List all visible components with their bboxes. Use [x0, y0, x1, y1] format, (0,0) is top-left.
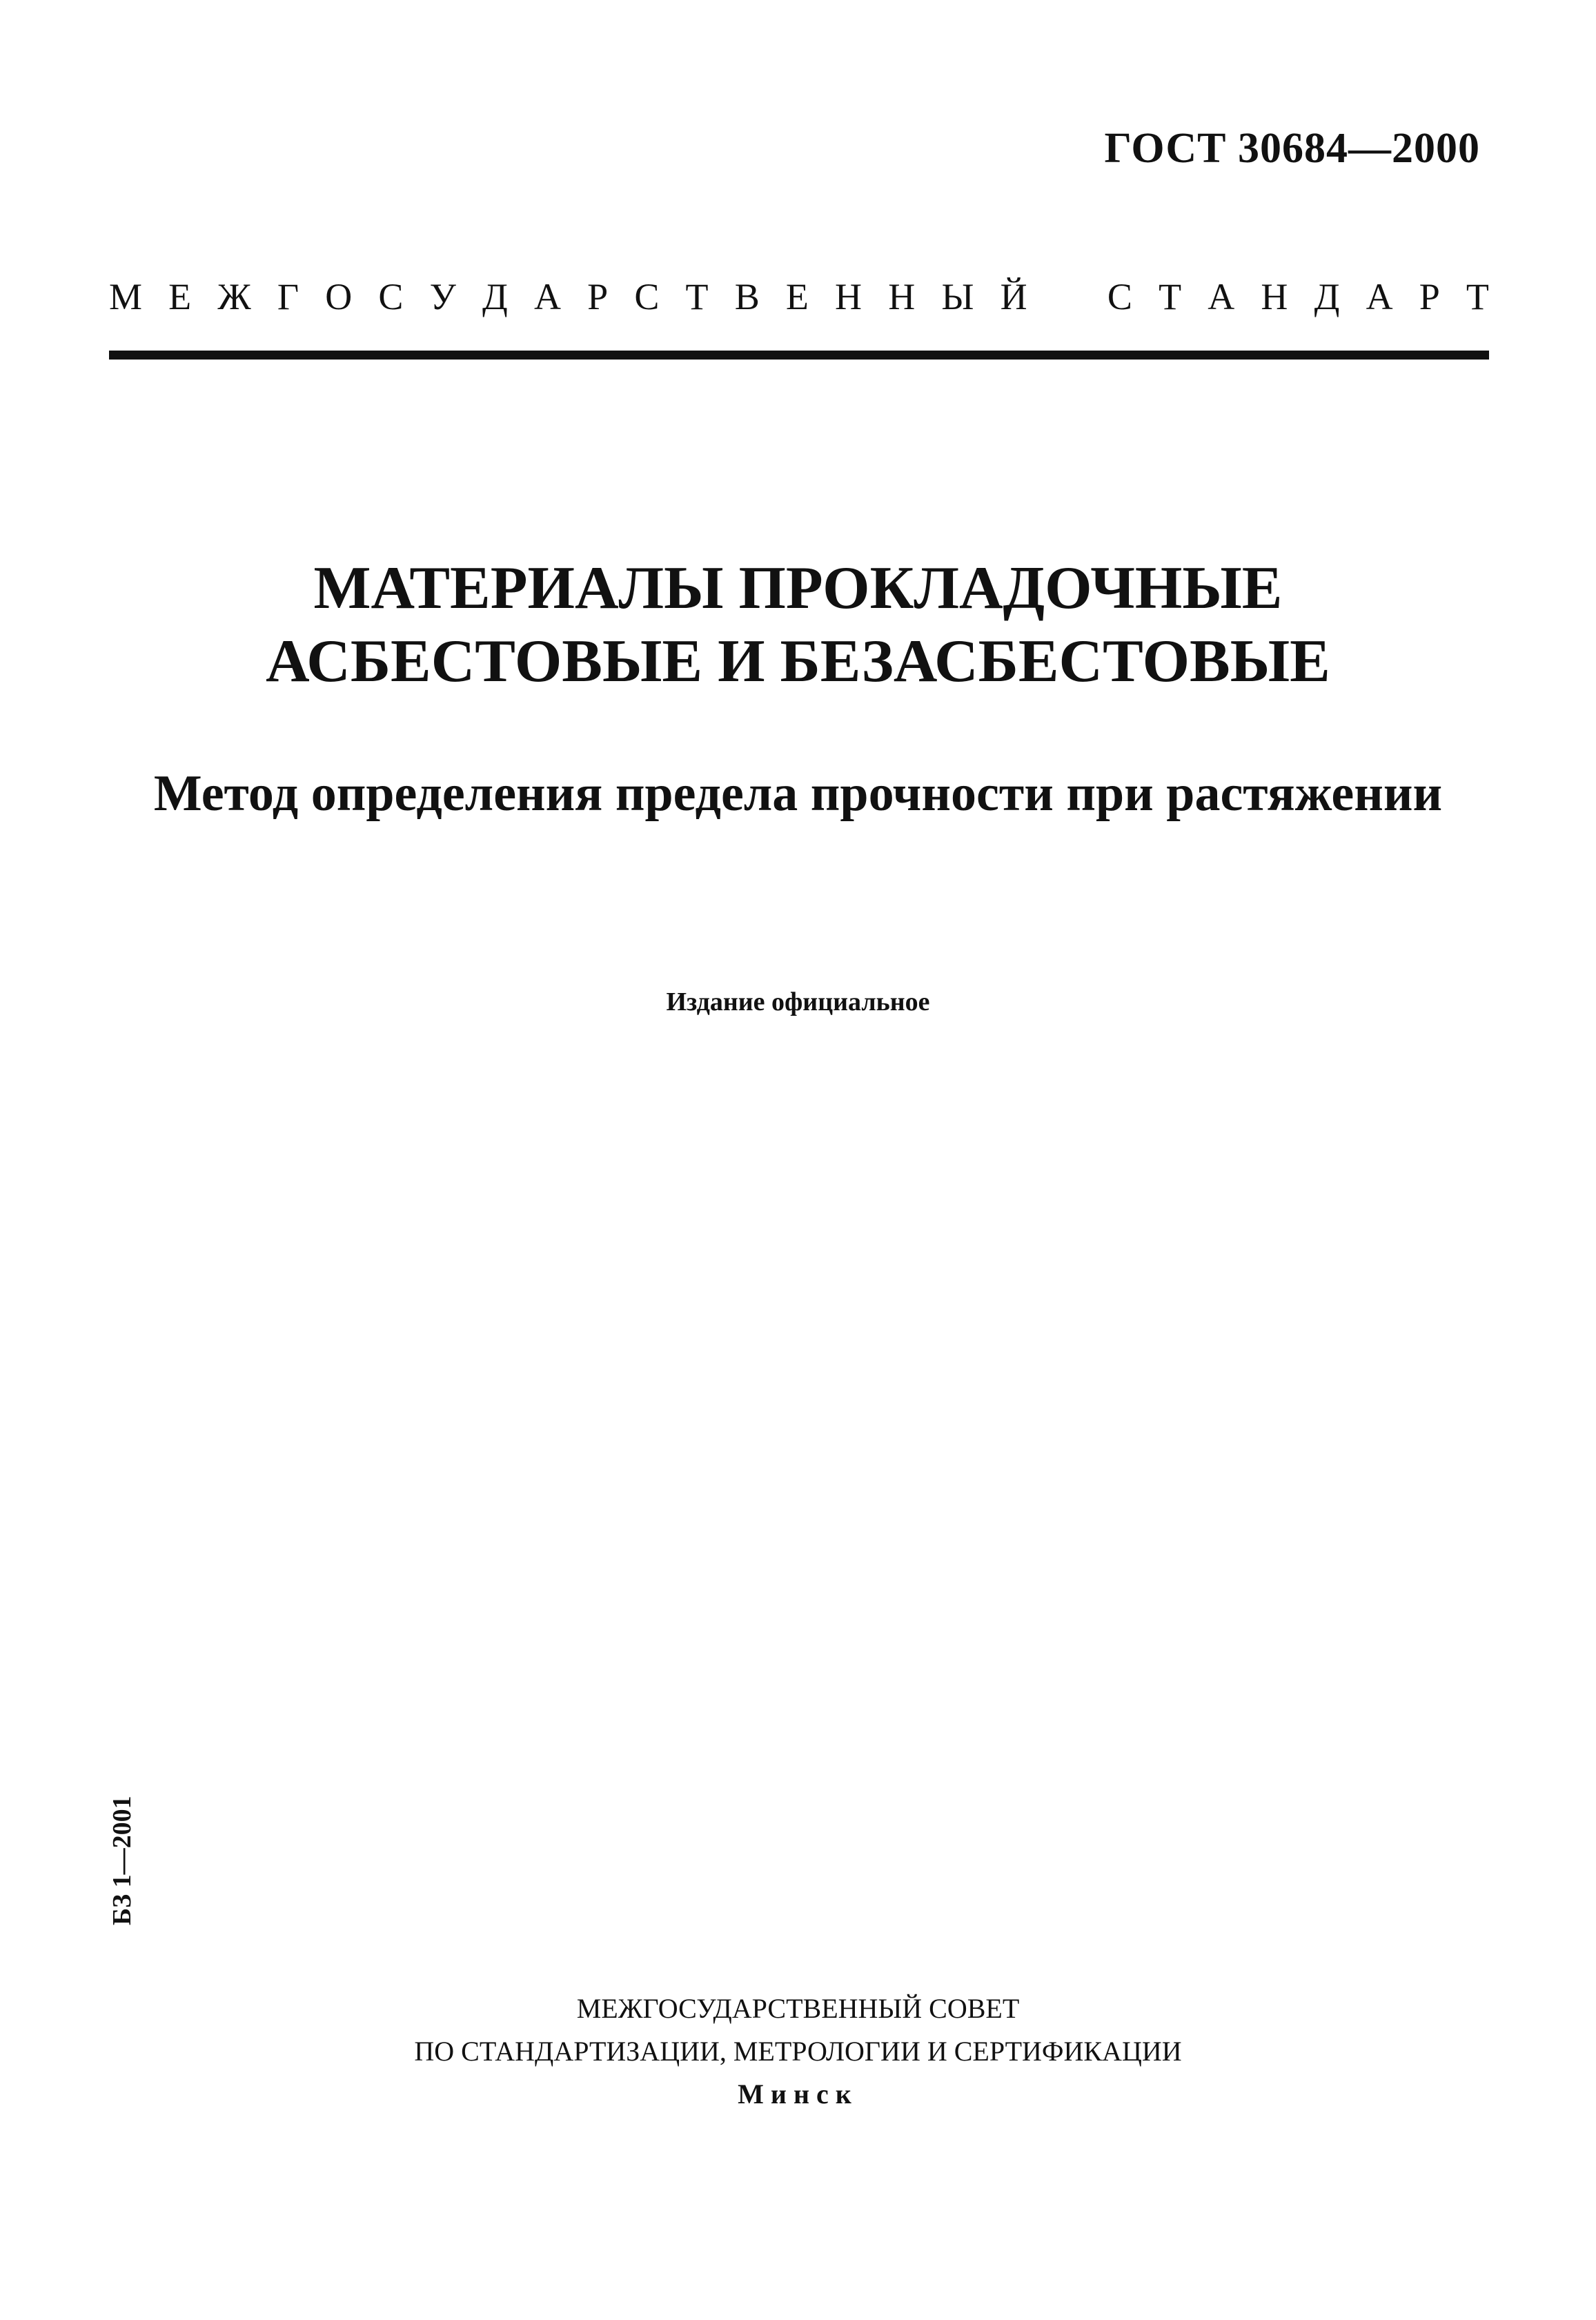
- standard-type-word-1-char: О: [325, 276, 353, 317]
- standard-type-word-2-char: Т: [1466, 276, 1489, 317]
- side-code: БЗ 1—2001: [108, 1796, 137, 1925]
- standard-type-word-1-char: В: [734, 276, 760, 317]
- header-rule: [109, 351, 1489, 360]
- standard-type-word-1-char: Е: [168, 276, 192, 317]
- standard-type-word-2-char: Д: [1314, 276, 1340, 317]
- standard-type-word-2-char: Р: [1419, 276, 1440, 317]
- standard-type-word-1-char: Н: [835, 276, 863, 317]
- standard-type-word-1-char: С: [634, 276, 660, 317]
- standard-type-word-2-char: А: [1208, 276, 1235, 317]
- standard-type-word-1-char: Д: [482, 276, 508, 317]
- document-subtitle: Метод определения предела прочности при растяжении: [153, 765, 1443, 822]
- standard-type-word-1-char: Ы: [941, 276, 974, 317]
- standard-type-word-1-char: Р: [587, 276, 609, 317]
- standard-type-word-2-char: С: [1107, 276, 1132, 317]
- standard-type-word-1-char: Г: [277, 276, 299, 317]
- standard-type-word-1-char: Т: [685, 276, 709, 317]
- standard-type-word-1-char: М: [109, 276, 143, 317]
- edition-label: Издание официальное: [666, 987, 930, 1016]
- title-line-1: МАТЕРИАЛЫ ПРОКЛАДОЧНЫЕ: [313, 555, 1283, 622]
- standard-type-word-1-char: Й: [1000, 276, 1027, 317]
- publisher-line-1: МЕЖГОСУДАРСТВЕННЫЙ СОВЕТ: [576, 1993, 1020, 2024]
- standard-type-heading: [109, 273, 1489, 321]
- publisher-city: Минск: [738, 2078, 858, 2110]
- standard-number: ГОСТ 30684—2000: [1104, 125, 1480, 172]
- standard-type-word-1-char: А: [533, 276, 561, 317]
- standard-type-word-1-char: У: [429, 276, 456, 317]
- standard-type-word-2-char: Н: [1261, 276, 1288, 317]
- word-gap: [1054, 273, 1081, 321]
- title-line-2: АСБЕСТОВЫЕ И БЕЗАСБЕСТОВЫЕ: [266, 628, 1330, 695]
- publisher-block: [0, 1987, 1596, 2116]
- document-title: [0, 552, 1596, 698]
- standard-type-word-1-char: Н: [888, 276, 916, 317]
- standard-type-word-1-char: Е: [785, 276, 809, 317]
- publisher-line-2: ПО СТАНДАРТИЗАЦИИ, МЕТРОЛОГИИ И СЕРТИФИКАЦИИ: [414, 2036, 1182, 2067]
- standard-type-word-1-char: С: [378, 276, 404, 317]
- standard-type-word-2-char: А: [1366, 276, 1393, 317]
- standard-type-word-2-char: Т: [1159, 276, 1182, 317]
- standard-type-word-1-char: Ж: [217, 276, 251, 317]
